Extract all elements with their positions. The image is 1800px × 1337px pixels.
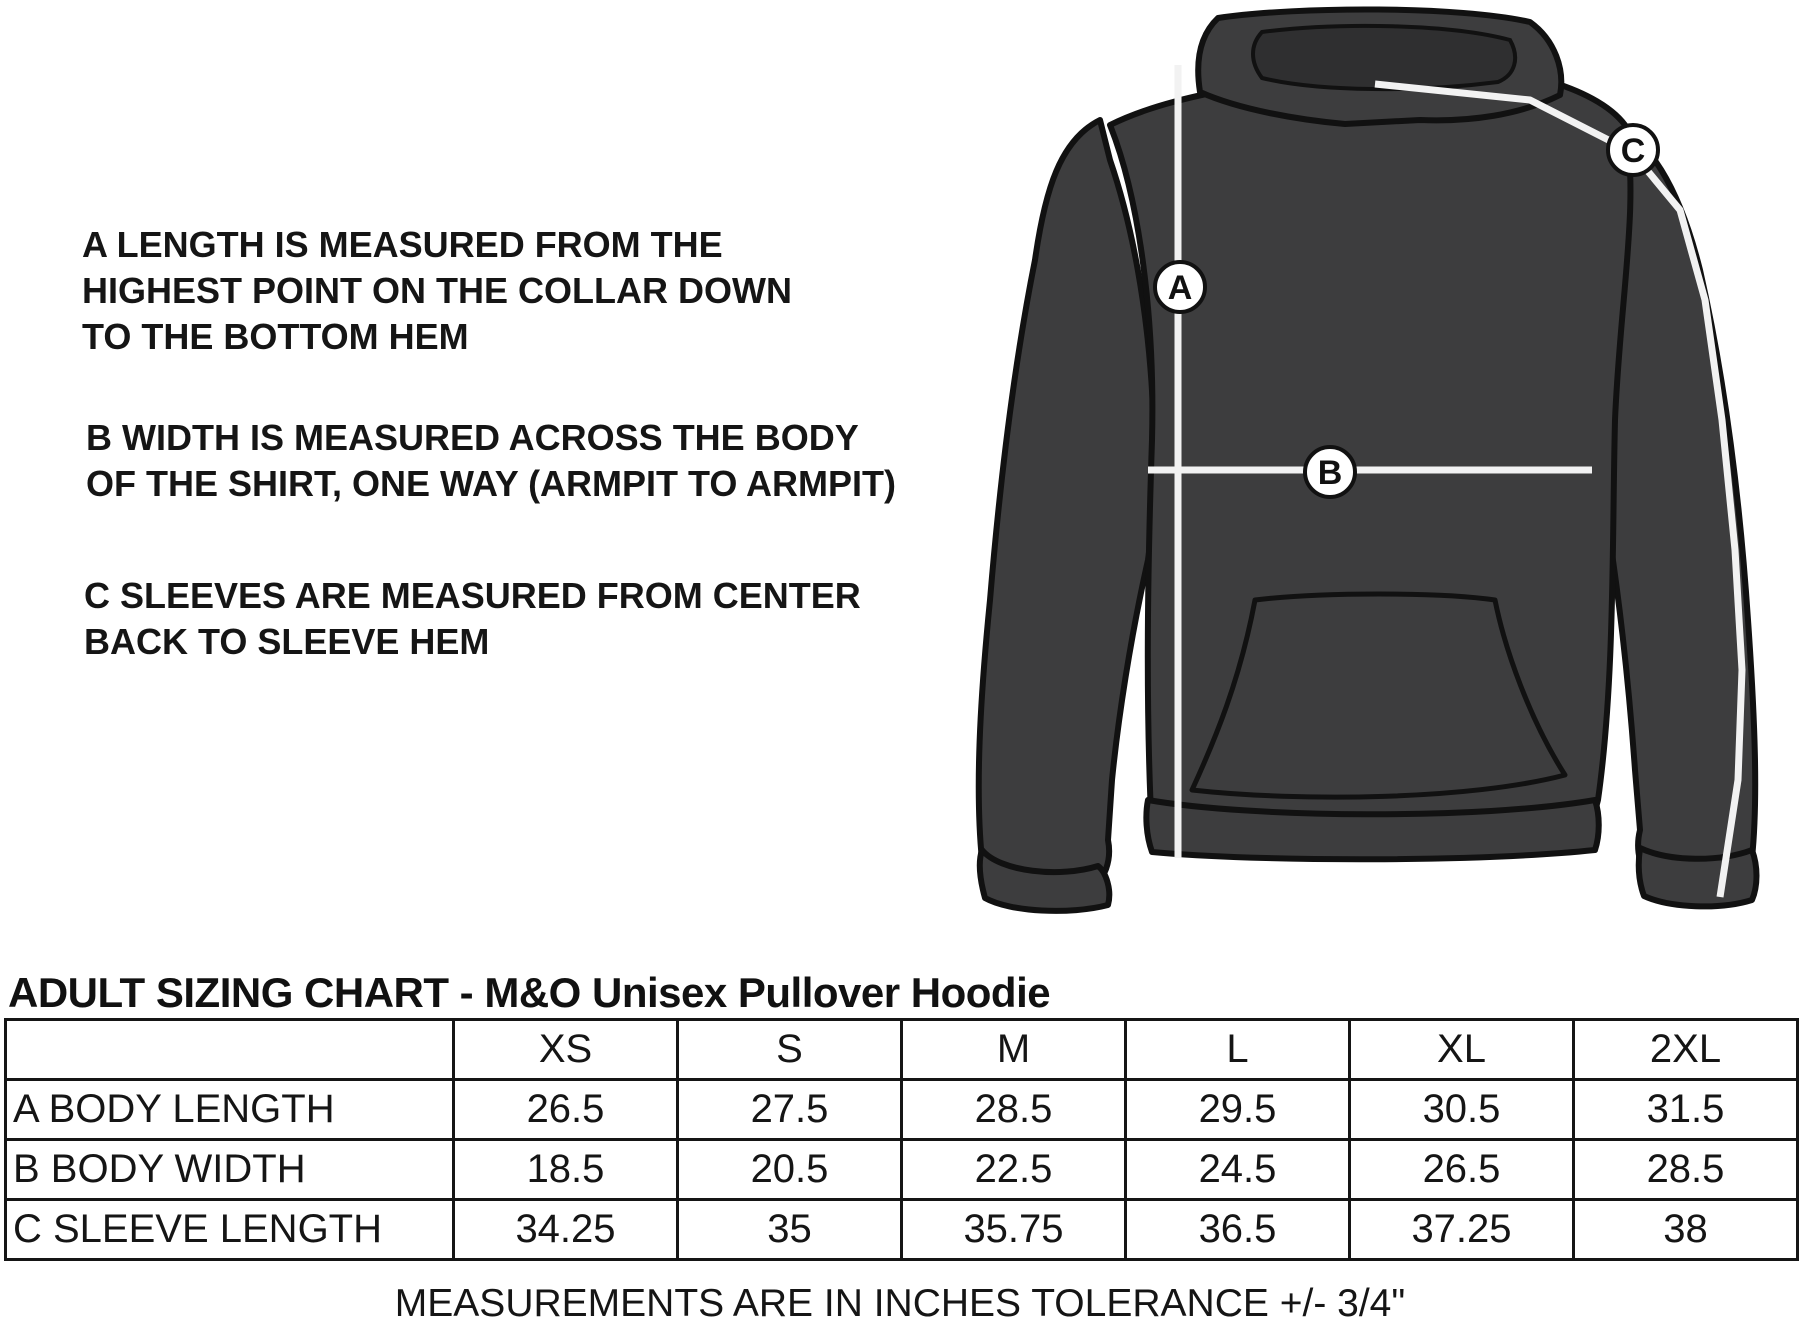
size-header-cell: XL — [1350, 1020, 1574, 1080]
sizing-chart-title: ADULT SIZING CHART - M&O Unisex Pullover Hoodie — [8, 969, 1051, 1016]
measurement-footnote: MEASUREMENTS ARE IN INCHES TOLERANCE +/- 3/4" — [394, 1282, 1406, 1325]
table-cell: 35 — [678, 1200, 902, 1260]
table-cell: 35.75 — [902, 1200, 1126, 1260]
size-header-cell: XS — [454, 1020, 678, 1080]
header-empty-cell — [6, 1020, 454, 1080]
table-cell: 38 — [1574, 1200, 1798, 1260]
right-cuff — [1639, 848, 1757, 906]
size-header-cell: M — [902, 1020, 1126, 1080]
table-cell: 31.5 — [1574, 1080, 1798, 1140]
marker-c — [1608, 125, 1658, 175]
marker-a-label: A — [1167, 269, 1193, 307]
table-cell: 22.5 — [902, 1140, 1126, 1200]
instruction-width-line-1: B WIDTH IS MEASURED ACROSS THE BODY — [86, 417, 859, 458]
hoodie-body — [1110, 80, 1630, 846]
row-label: B BODY WIDTH — [6, 1140, 454, 1200]
marker-b — [1305, 447, 1355, 497]
table-row-body-width — [6, 1140, 1798, 1200]
table-row-sleeve-length — [6, 1200, 1798, 1260]
instruction-length-line-3: TO THE BOTTOM HEM — [82, 316, 469, 357]
instruction-length — [82, 222, 792, 360]
hood-opening — [1253, 26, 1515, 89]
table-cell: 37.25 — [1350, 1200, 1574, 1260]
left-sleeve — [979, 120, 1154, 890]
table-cell: 28.5 — [902, 1080, 1126, 1140]
marker-c-label: C — [1620, 132, 1646, 170]
instruction-sleeve-line-2: BACK TO SLEEVE HEM — [84, 621, 490, 662]
table-cell: 30.5 — [1350, 1080, 1574, 1140]
sizing-table — [4, 1018, 1799, 1261]
instruction-width — [86, 415, 896, 507]
table-cell: 28.5 — [1574, 1140, 1798, 1200]
size-header-cell: 2XL — [1574, 1020, 1798, 1080]
instruction-sleeve-line-1: C SLEEVES ARE MEASURED FROM CENTER — [84, 575, 861, 616]
marker-b-label: B — [1317, 454, 1343, 492]
table-cell: 27.5 — [678, 1080, 902, 1140]
size-header-row — [6, 1020, 1798, 1080]
marker-a — [1155, 262, 1205, 312]
table-cell: 34.25 — [454, 1200, 678, 1260]
hoodie-illustration — [960, 0, 1800, 920]
row-label: C SLEEVE LENGTH — [6, 1200, 454, 1260]
instruction-length-line-1: A LENGTH IS MEASURED FROM THE — [82, 224, 723, 265]
row-label: A BODY LENGTH — [6, 1080, 454, 1140]
instruction-sleeve — [84, 573, 861, 665]
table-cell: 24.5 — [1126, 1140, 1350, 1200]
instruction-width-line-2: OF THE SHIRT, ONE WAY (ARMPIT TO ARMPIT) — [86, 463, 897, 504]
table-cell: 26.5 — [1350, 1140, 1574, 1200]
table-cell: 36.5 — [1126, 1200, 1350, 1260]
table-cell: 18.5 — [454, 1140, 678, 1200]
table-row-body-length — [6, 1080, 1798, 1140]
table-cell: 26.5 — [454, 1080, 678, 1140]
table-cell: 29.5 — [1126, 1080, 1350, 1140]
size-header-cell: L — [1126, 1020, 1350, 1080]
table-cell: 20.5 — [678, 1140, 902, 1200]
instruction-length-line-2: HIGHEST POINT ON THE COLLAR DOWN — [82, 270, 792, 311]
size-header-cell: S — [678, 1020, 902, 1080]
